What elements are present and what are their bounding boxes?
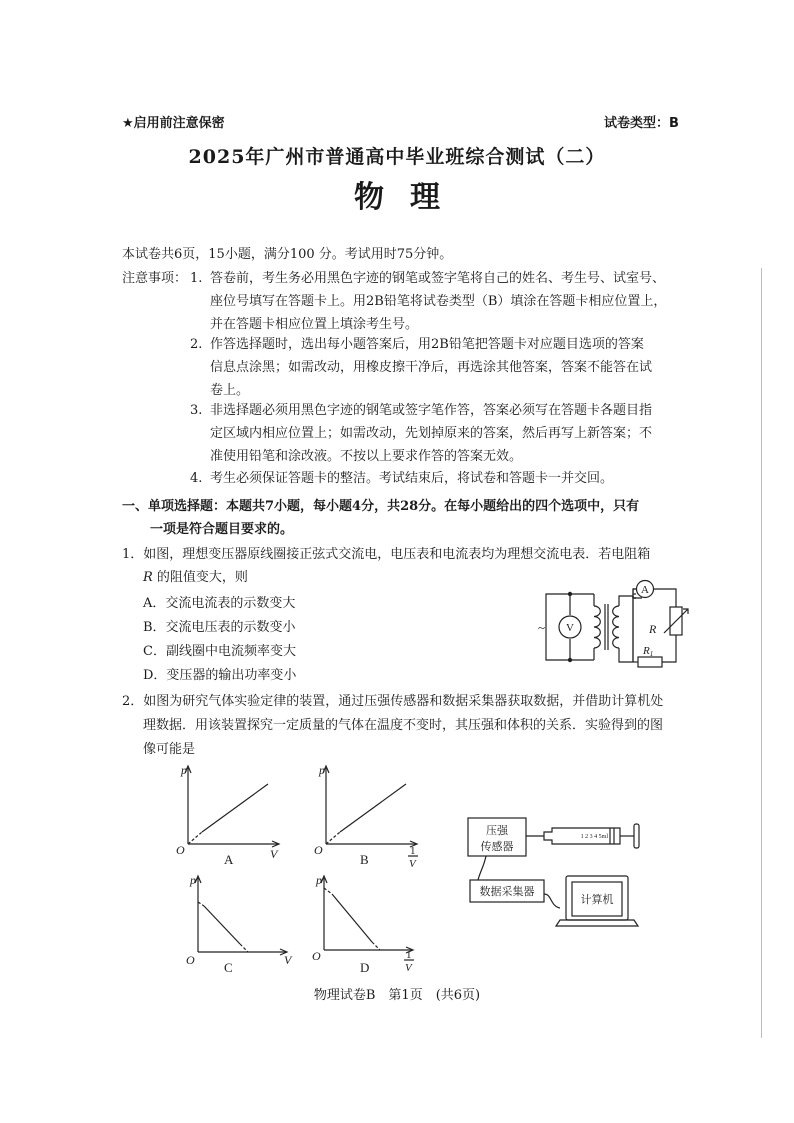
confidential-label: ★启用前注意保密 bbox=[122, 116, 225, 131]
r1-label-main: R bbox=[643, 645, 650, 657]
sensor-label-line2: 传感器 bbox=[480, 841, 514, 853]
notice-3-num: 3. bbox=[190, 403, 203, 418]
computer-label: 计算机 bbox=[580, 894, 614, 906]
q1-stem-line-2 bbox=[143, 566, 248, 589]
notice-label: 注意事项： bbox=[122, 271, 188, 286]
q1-option-b: B．交流电压表的示数变小 bbox=[143, 620, 296, 635]
notice-3-line-1: 非选择题必须用黑色字迹的钢笔或签字笔作答，答案必须写在答题卡各题目指 bbox=[210, 403, 653, 418]
notice-2-line-2: 信息点涂黑；如需改动，用橡皮擦干净后，再选涂其他答案，答案不能答在试 bbox=[210, 360, 653, 375]
notice-1-line-3: 并在答题卡相应位置上填涂考生号。 bbox=[210, 317, 419, 332]
syringe-scale: 1 2 3 4 5ml bbox=[580, 834, 608, 840]
q1-stem-line-1: 1．如图，理想变压器原线圈接正弦式交流电，电压表和电流表均为理想交流电表．若电阻箱 bbox=[122, 547, 651, 562]
graph-b-xlabel-den: V bbox=[409, 858, 416, 870]
paper-type-label: 试卷类型：B bbox=[604, 116, 679, 131]
exam-title: 2025年广州市普通高中毕业班综合测试（二） bbox=[188, 146, 606, 168]
r1-label bbox=[642, 645, 653, 658]
graph-c-ylabel: p bbox=[190, 873, 196, 887]
q1-option-d: D．变压器的输出功率变小 bbox=[143, 668, 297, 683]
graph-a-ylabel: p bbox=[181, 763, 187, 777]
notice-4-num: 4. bbox=[190, 471, 203, 486]
primary-meters bbox=[530, 580, 610, 672]
graph-d bbox=[308, 866, 424, 978]
q2-stem-line-2: 理数据．用该装置探究一定质量的气体在温度不变时，其压强和体积的关系．实验得到的图 bbox=[143, 718, 664, 733]
notice-4-line-1: 考生必须保证答题卡的整洁。考试结束后，将试卷和答题卡一并交回。 bbox=[210, 471, 614, 486]
graph-b-xlabel-num: 1 bbox=[410, 845, 416, 857]
q1-r-var: R bbox=[143, 570, 153, 585]
gas-apparatus-diagram bbox=[460, 808, 650, 938]
voltmeter-label: V bbox=[566, 622, 574, 634]
graph-d-xlabel-num: 1 bbox=[406, 949, 412, 961]
graph-b-origin: O bbox=[314, 843, 323, 857]
q2-stem-line-1: 2．如图为研究气体实验定律的装置，通过压强传感器和数据采集器获取数据，并借助计算机处 bbox=[122, 694, 664, 709]
notice-2-line-1: 作答选择题时，选出每小题答案后，用2B铅笔把答题卡对应题目选项的答案 bbox=[210, 337, 644, 352]
graph-c-origin: O bbox=[186, 953, 195, 967]
notice-1-line-1: 答卷前，考生务必用黑色字迹的钢笔或签字笔将自己的姓名、考生号、试室号、 bbox=[210, 271, 666, 286]
graph-c-label: C bbox=[224, 960, 233, 975]
notice-2-line-3: 卷上。 bbox=[210, 383, 250, 398]
graph-a bbox=[172, 760, 282, 872]
graph-b-ylabel: p bbox=[319, 763, 325, 777]
graph-b bbox=[310, 760, 420, 872]
q1-stem-line-2-text: 的阻值变大，则 bbox=[152, 570, 248, 585]
collector-label: 数据采集器 bbox=[479, 886, 535, 898]
subject-title: 物理 bbox=[354, 180, 466, 215]
section1-line-2: 一项是符合题目要求的。 bbox=[150, 522, 294, 537]
graph-c bbox=[178, 866, 294, 978]
section1-line-1: 一、单项选择题：本题共7小题，每小题4分，共28分。在每小题给出的四个选项中，只有 bbox=[122, 499, 640, 514]
notice-3-line-3: 准使用铅笔和涂改液。不按以上要求作答的答案无效。 bbox=[210, 449, 523, 464]
graph-a-origin: O bbox=[176, 843, 185, 857]
q1-option-a: A．交流电流表的示数变大 bbox=[143, 596, 296, 611]
graph-d-label: D bbox=[360, 960, 370, 975]
graph-a-label: A bbox=[224, 852, 234, 867]
notice-2-num: 2. bbox=[190, 337, 203, 352]
graph-d-origin: O bbox=[312, 949, 321, 963]
rbox-label: R bbox=[649, 622, 657, 636]
page-footer: 物理试卷B 第1页 (共6页) bbox=[313, 988, 481, 1003]
notice-3-line-2: 定区域内相应位置上；如需改动，先划掉原来的答案，然后再写上新答案；不 bbox=[210, 426, 653, 441]
ammeter-resistor-branch bbox=[600, 575, 692, 675]
sensor-label-line1: 压强 bbox=[486, 825, 508, 837]
ammeter-label: A bbox=[641, 584, 649, 596]
graph-c-xlabel: V bbox=[284, 953, 292, 967]
notice-1-line-2: 座位号填写在答题卡上。用2B铅笔将试卷类型（B）填涂在答题卡相应位置上， bbox=[210, 294, 667, 309]
ac-source-symbol: ~ bbox=[538, 620, 546, 635]
graph-d-ylabel: p bbox=[316, 873, 322, 887]
r1-label-sub: 1 bbox=[649, 650, 654, 658]
scan-edge-line bbox=[761, 268, 762, 1038]
intro-text: 本试卷共6页，15小题，满分100 分。考试用时75分钟。 bbox=[122, 247, 453, 262]
q1-option-c: C．副线圈中电流频率变大 bbox=[143, 644, 296, 659]
notice-1-num: 1. bbox=[190, 271, 203, 286]
graph-b-label: B bbox=[360, 852, 369, 867]
q2-stem-line-3: 像可能是 bbox=[143, 742, 196, 757]
graph-d-xlabel-den: V bbox=[405, 962, 412, 974]
graph-a-xlabel: V bbox=[270, 847, 278, 861]
